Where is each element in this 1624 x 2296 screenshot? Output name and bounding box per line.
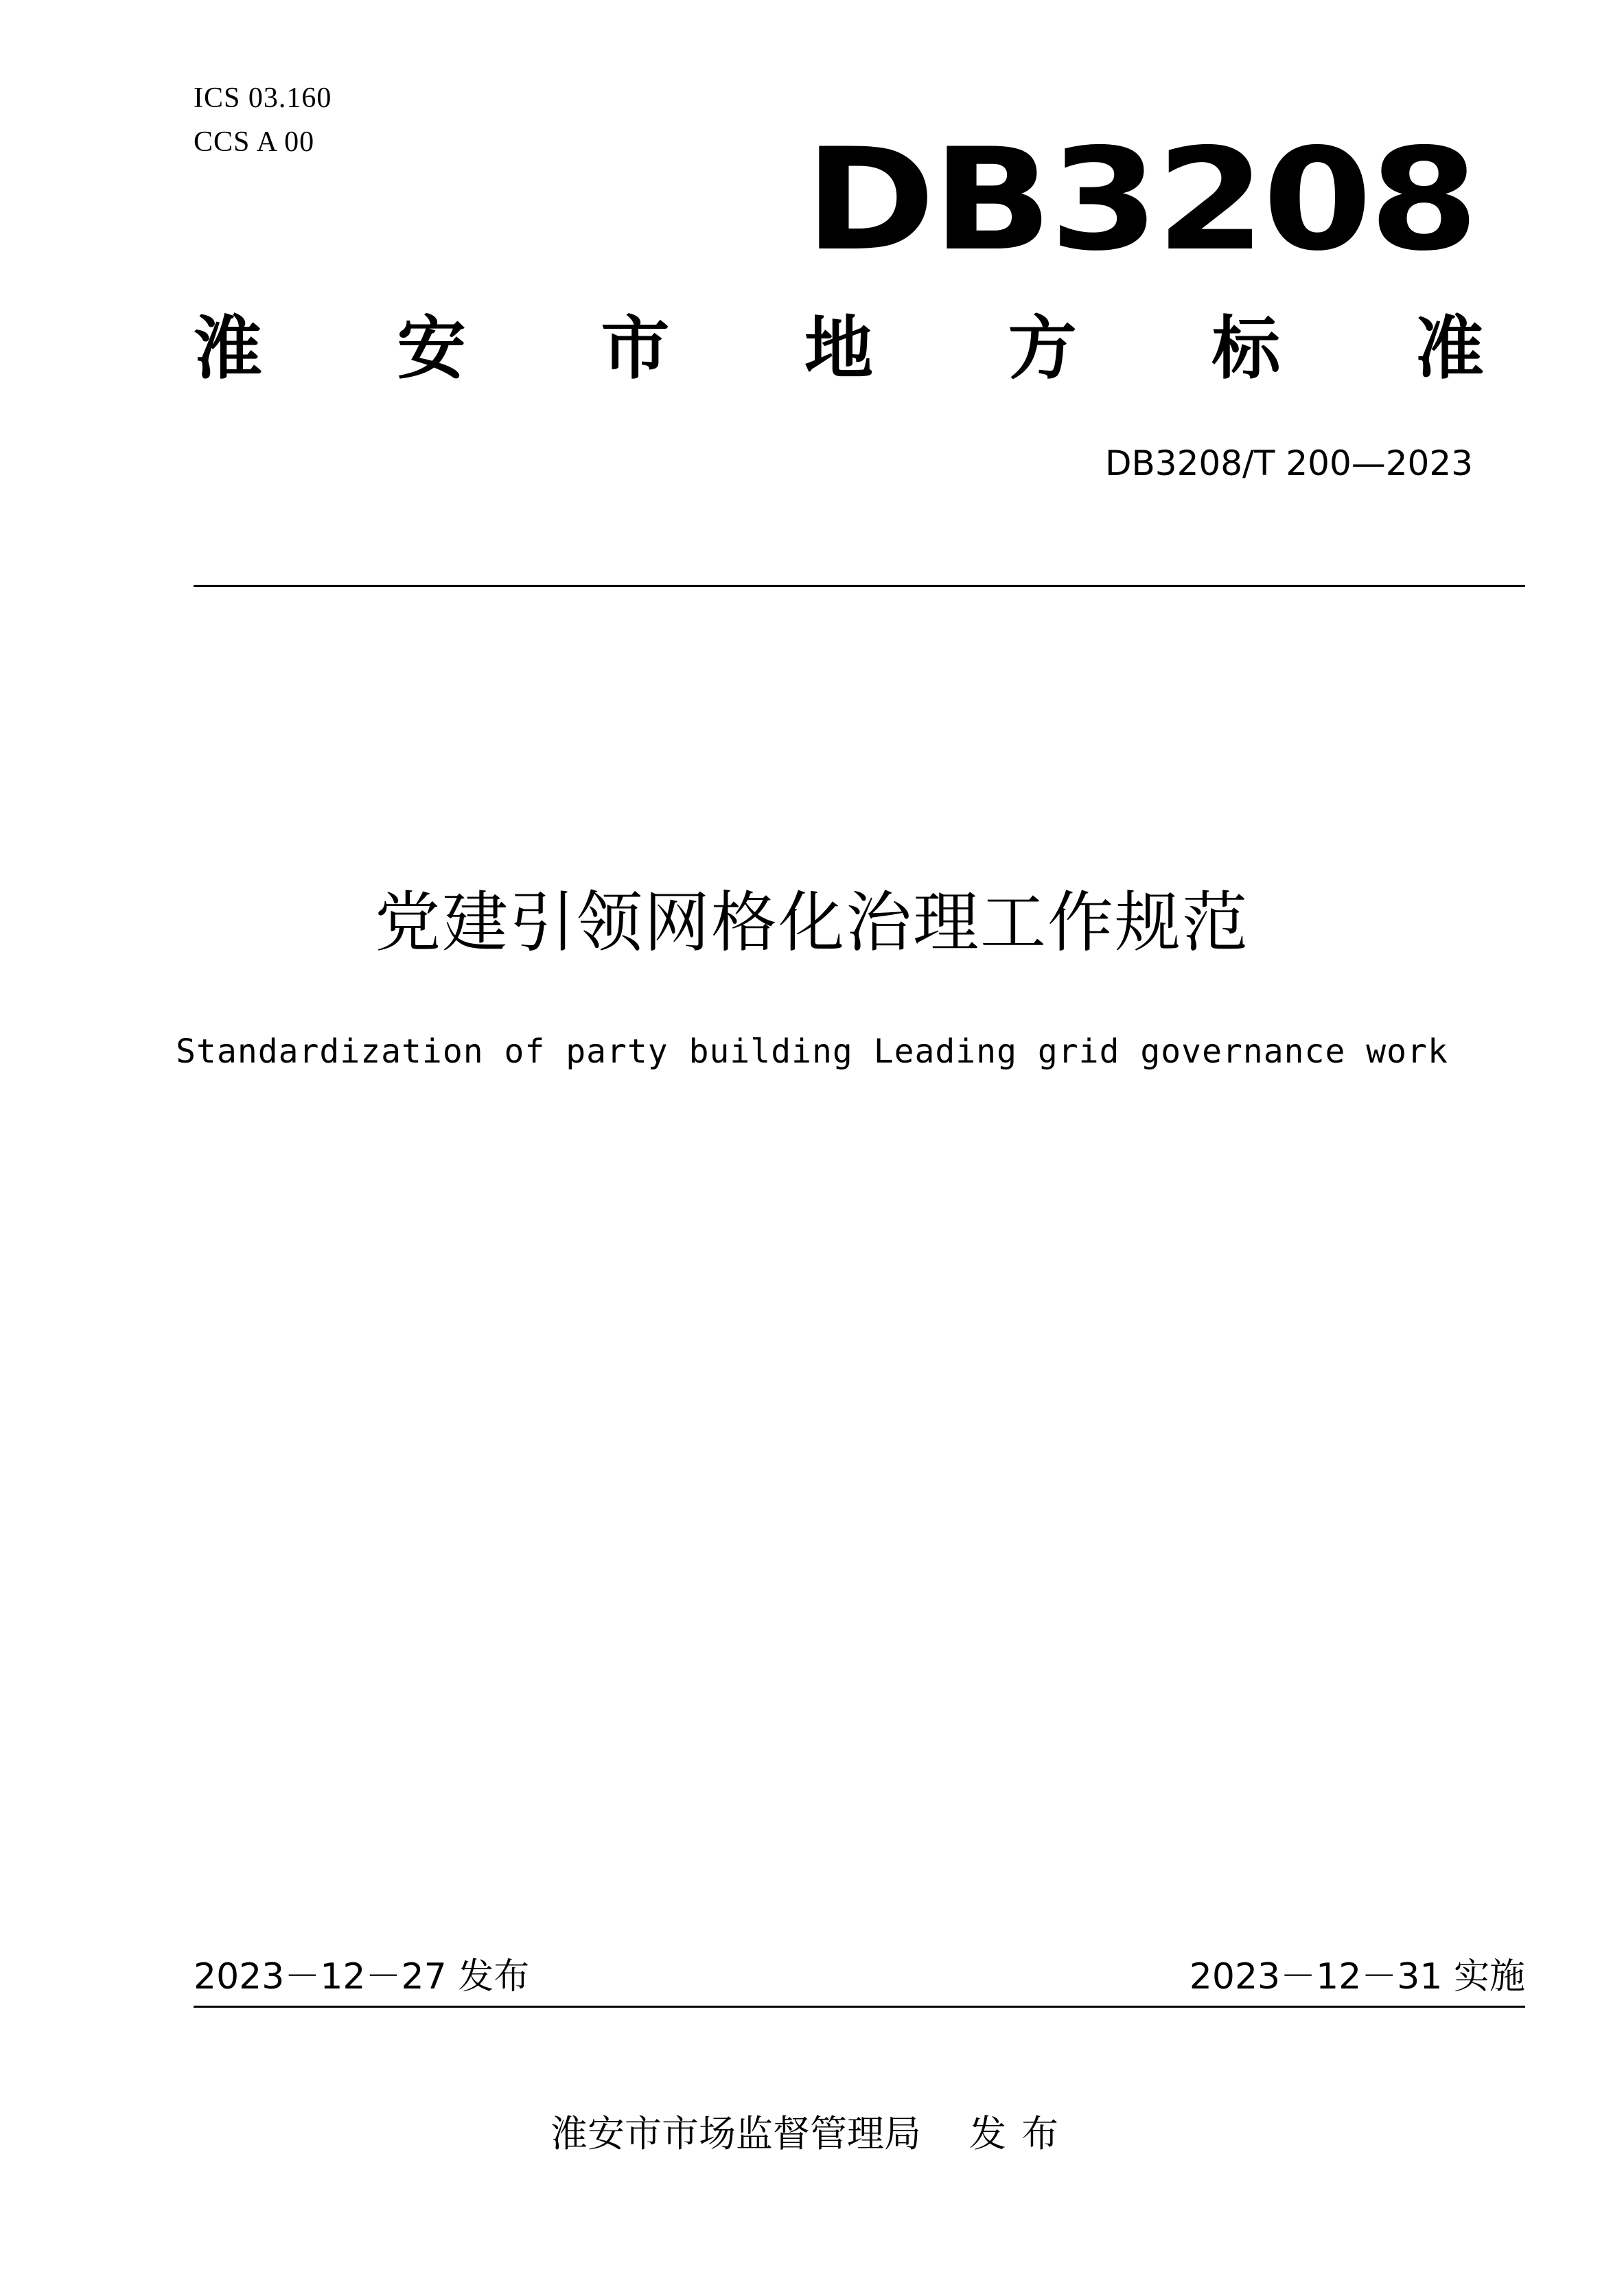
standard-type-char: 地 [804,308,873,389]
standard-code: DB3208/T 200—2023 [1104,443,1473,483]
standard-type-heading [194,308,1484,389]
document-title: 党建引领网格化治理工作规范 [375,884,1249,961]
issue-date: 2023－12－27 发布 [194,1956,530,1997]
standard-type-char: 安 [397,308,466,389]
standard-type-char: 市 [601,308,670,389]
document-subtitle-en: Standardization of party building Leading grid governance work [176,1032,1448,1071]
ccs-code: CCS A 00 [194,126,315,158]
standard-type-char: 标 [1211,308,1281,389]
publisher-name: 淮安市市场监督管理局 [550,2112,921,2155]
publisher-line [0,2112,1624,2155]
implementation-date: 2023－12－31 实施 [1189,1956,1525,1997]
standard-type-char: 淮 [194,308,262,389]
bottom-divider [194,2006,1525,2008]
standard-type-char: 准 [1415,308,1484,389]
ics-code: ICS 03.160 [194,82,332,114]
db-logo: DB3208 [804,119,1476,282]
top-divider [194,585,1525,587]
standard-type-char: 方 [1008,308,1077,389]
publisher-action: 发布 [969,2112,1074,2155]
